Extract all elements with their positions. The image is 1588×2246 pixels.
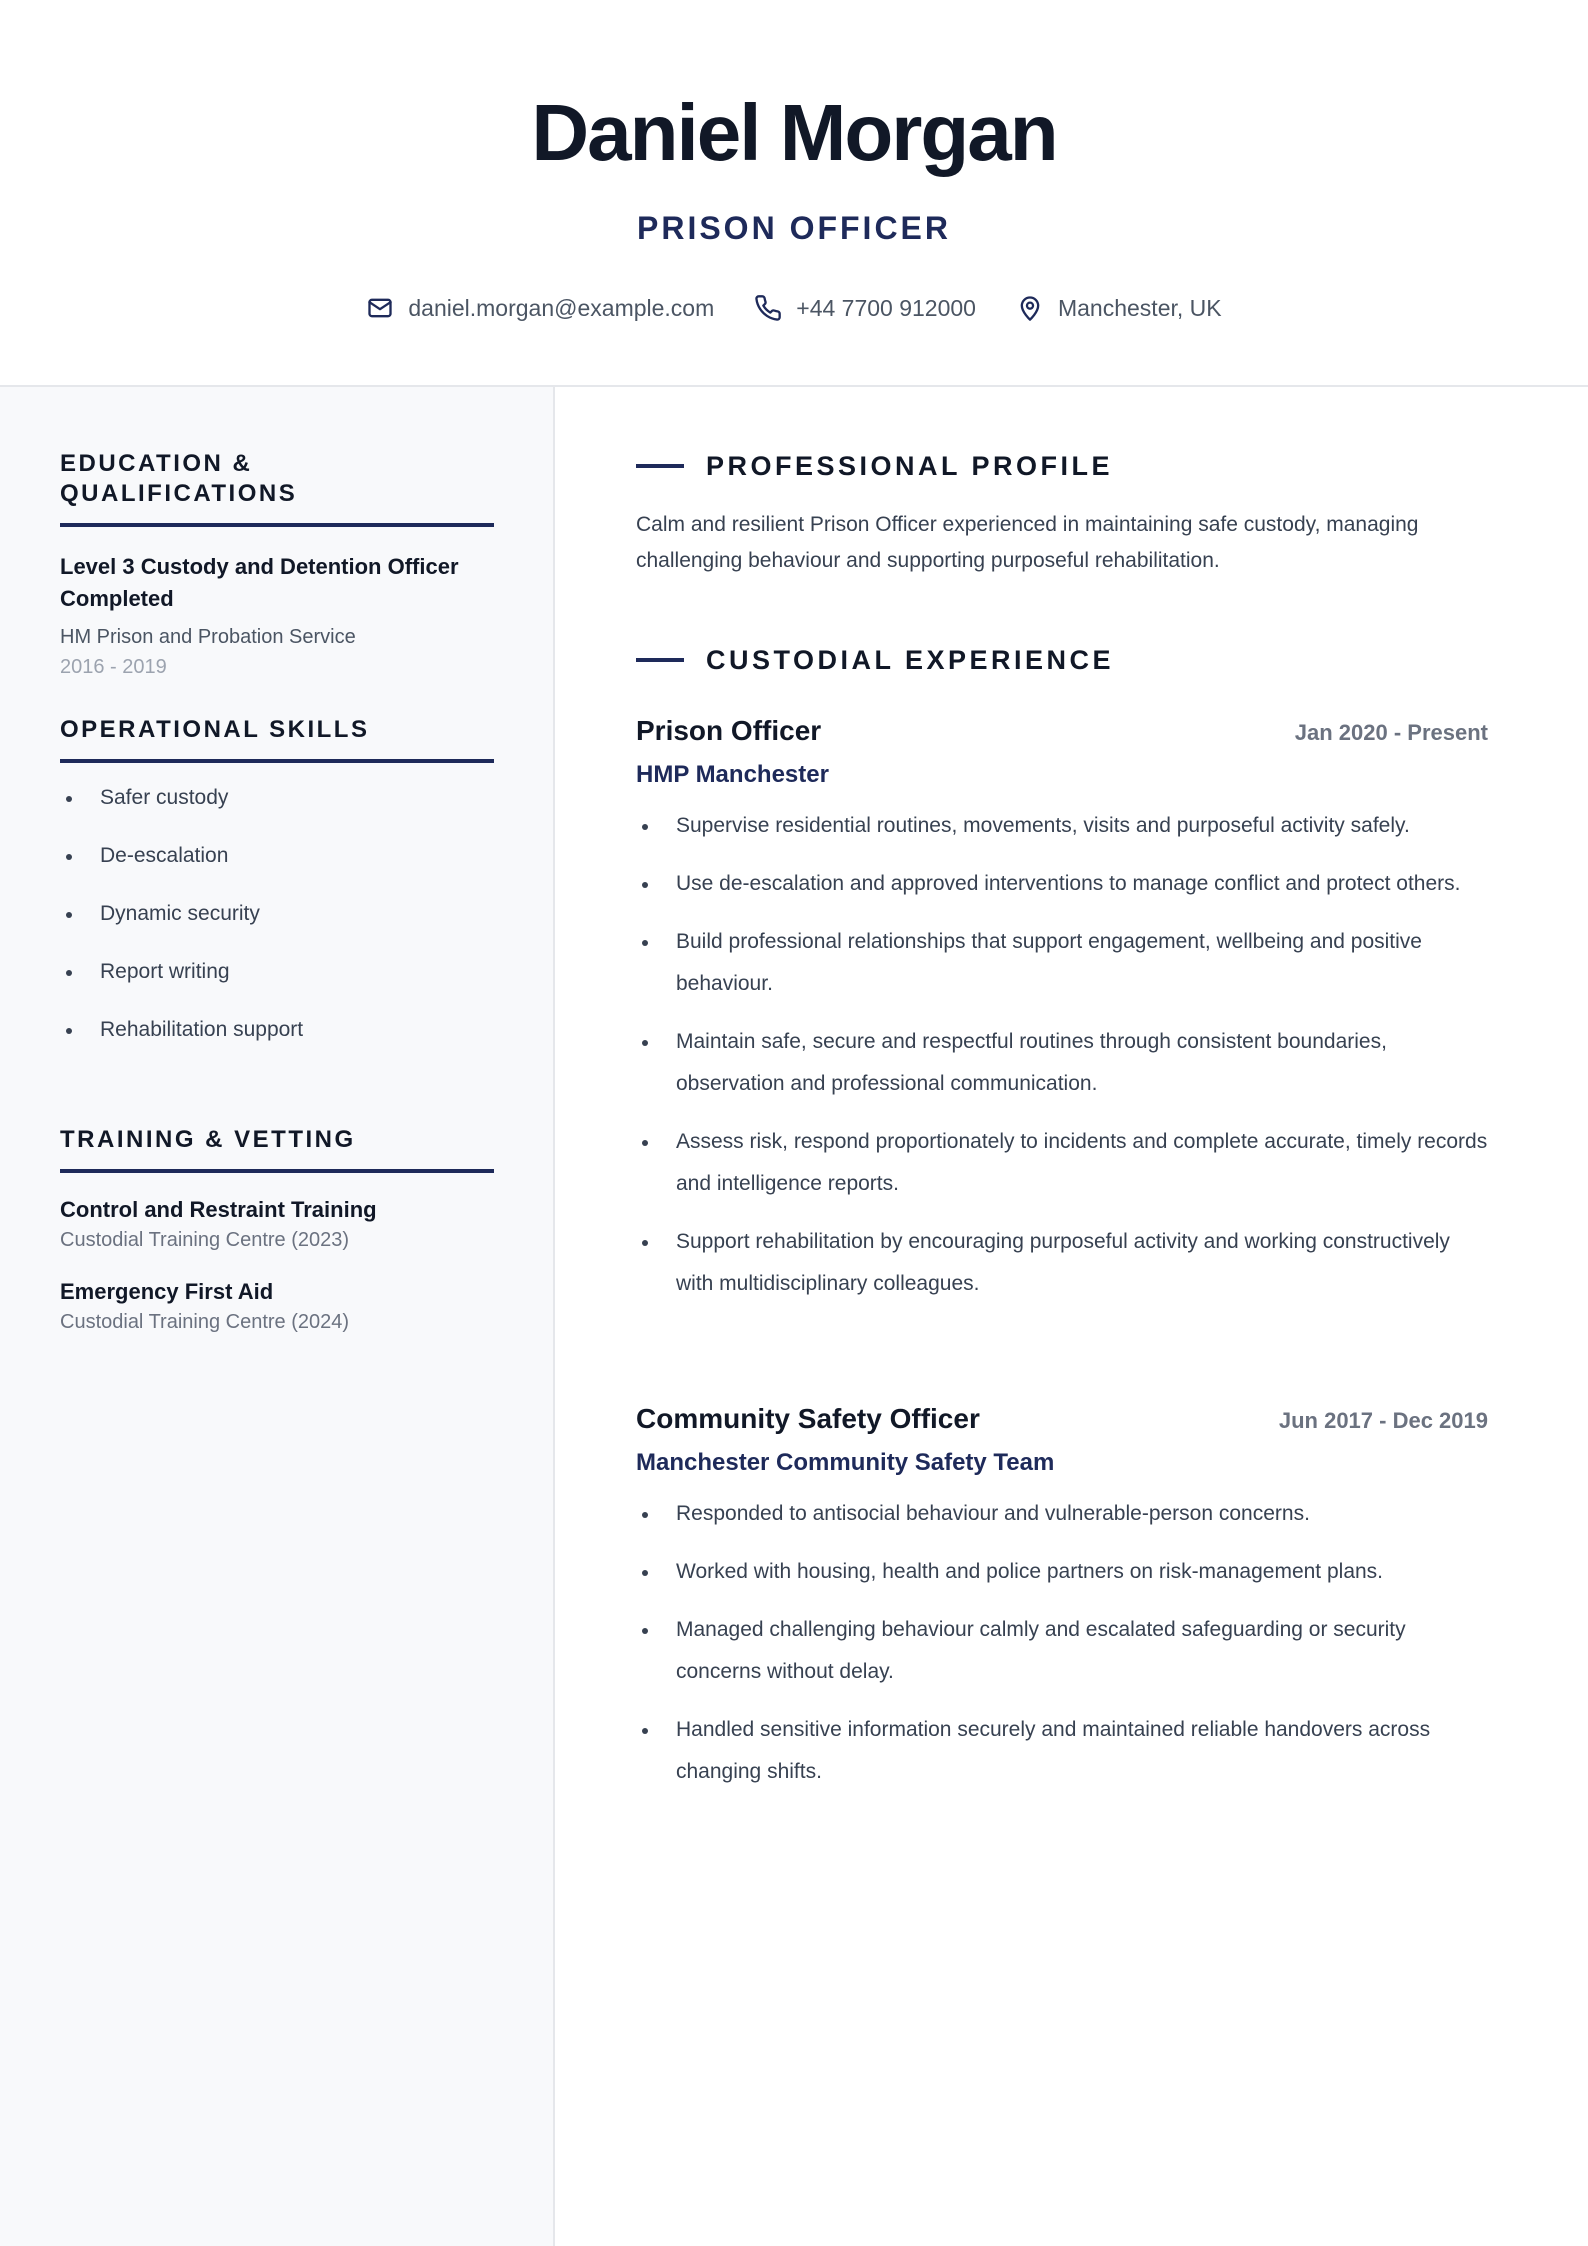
- mail-icon: [366, 294, 394, 322]
- profile-heading-row: [636, 449, 1113, 483]
- training-item: [60, 1277, 494, 1337]
- skills-heading: OPERATIONAL SKILLS: [60, 715, 494, 763]
- training-section: [60, 1125, 494, 1337]
- job-dates: Jun 2017 - Dec 2019: [1278, 1408, 1488, 1433]
- qualification-title: Level 3 Custody and Detention Officer Completed: [60, 554, 459, 611]
- list-item: Rehabilitation support: [60, 1015, 494, 1073]
- skills-section: [60, 715, 494, 1073]
- list-item: Assess risk, respond proportionately to incidents and complete accurate, timely records and intelligence reports.: [636, 1121, 1488, 1205]
- list-item: Report writing: [60, 957, 494, 1015]
- job-bullets: [636, 805, 1488, 1305]
- sidebar: [0, 387, 555, 2246]
- job-org: HMP Manchester: [636, 761, 829, 788]
- education-heading: EDUCATION & QUALIFICATIONS: [60, 449, 494, 527]
- list-item: Build professional relationships that support engagement, wellbeing and positive behaviour.: [636, 921, 1488, 1005]
- job-org: Manchester Community Safety Team: [636, 1449, 1055, 1476]
- list-item: Responded to antisocial behaviour and vulnerable-person concerns.: [636, 1493, 1488, 1535]
- experience-heading-row: [636, 643, 1114, 677]
- list-item: Dynamic security: [60, 899, 494, 957]
- list-item: Supervise residential routines, movements, visits and purposeful activity safely.: [636, 805, 1488, 847]
- list-item: Handled sensitive information securely and maintained reliable handovers across changing shifts.: [636, 1709, 1488, 1793]
- training-title: Emergency First Aid: [60, 1279, 274, 1304]
- contact-email[interactable]: [366, 290, 714, 326]
- email-text: daniel.morgan@example.com: [408, 295, 715, 321]
- job-title: Community Safety Officer: [636, 1403, 980, 1434]
- training-org: Custodial Training Centre (2024): [60, 1311, 350, 1333]
- contact-bar: [0, 290, 1588, 326]
- list-item: Maintain safe, secure and respectful routines through consistent boundaries, observation and professional communication.: [636, 1021, 1488, 1105]
- phone-text: +44 7700 912000: [796, 295, 976, 321]
- profile-heading: PROFESSIONAL PROFILE: [706, 451, 1114, 481]
- training-item: [60, 1195, 494, 1255]
- list-item: Support rehabilitation by encouraging purposeful activity and working constructively with multidisciplinary colleagues.: [636, 1221, 1488, 1305]
- heading-accent-bar: [636, 464, 684, 468]
- training-heading: TRAINING & VETTING: [60, 1125, 494, 1173]
- job-dates: Jan 2020 - Present: [1294, 720, 1488, 745]
- job-entry: [636, 713, 1488, 1321]
- resume-header: [0, 0, 1588, 387]
- list-item: Managed challenging behaviour calmly and escalated safeguarding or security concerns without delay.: [636, 1609, 1488, 1693]
- job-header: [636, 1401, 1488, 1439]
- map-pin-icon: [1016, 294, 1044, 322]
- job-header: [636, 713, 1488, 751]
- heading-accent-bar: [636, 658, 684, 662]
- skills-list: [60, 783, 494, 1073]
- list-item: Use de-escalation and approved interventions to manage conflict and protect others.: [636, 863, 1488, 905]
- contact-location: [1016, 290, 1222, 326]
- list-item: Worked with housing, health and police partners on risk-management plans.: [636, 1551, 1488, 1593]
- qualification-org: HM Prison and Probation Service: [60, 626, 356, 648]
- experience-heading: CUSTODIAL EXPERIENCE: [706, 645, 1115, 675]
- training-title: Control and Restraint Training: [60, 1197, 377, 1222]
- list-item: De-escalation: [60, 841, 494, 899]
- education-section: [60, 449, 494, 681]
- job-title-heading: PRISON OFFICER: [636, 210, 951, 246]
- job-title: Prison Officer: [636, 715, 822, 746]
- qualification-dates: 2016 - 2019: [60, 656, 167, 678]
- contact-phone[interactable]: [754, 290, 976, 326]
- phone-icon: [754, 294, 782, 322]
- profile-text: Calm and resilient Prison Officer experienced in maintaining safe custody, managing challenging behaviour and supporting purposeful rehabilitation.: [636, 513, 1419, 572]
- location-text: Manchester, UK: [1057, 295, 1222, 321]
- list-item: Safer custody: [60, 783, 494, 841]
- job-entry: [636, 1401, 1488, 1809]
- training-org: Custodial Training Centre (2023): [60, 1229, 350, 1251]
- candidate-name: Daniel Morgan: [531, 88, 1057, 177]
- job-bullets: [636, 1493, 1488, 1793]
